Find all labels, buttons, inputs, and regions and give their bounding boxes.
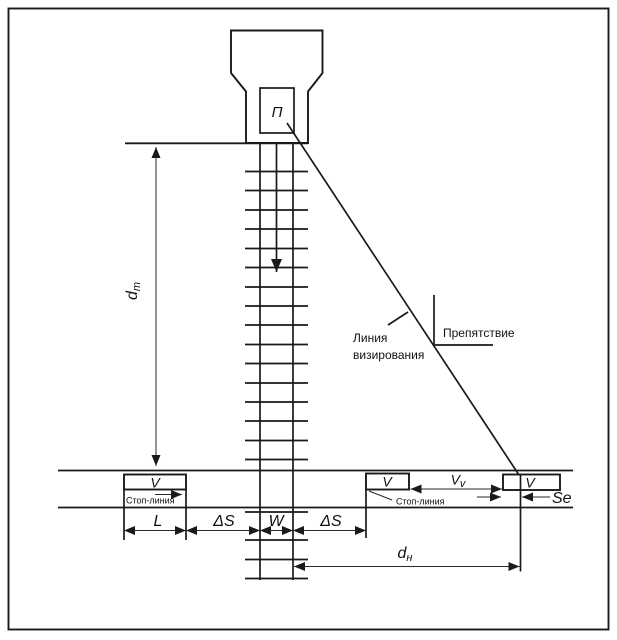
sight-line-label-line1: Линия xyxy=(353,331,388,345)
obstacle-label: Препятствие xyxy=(443,326,515,340)
train-icon xyxy=(231,31,323,144)
dimension-dn-label: dн xyxy=(397,545,413,564)
sight-line xyxy=(287,123,519,475)
stop-line-leader-near xyxy=(369,491,392,500)
dimension-dt-label: dт xyxy=(124,281,143,301)
dimension-vv-label: Vv xyxy=(450,471,466,490)
sight-line-leader xyxy=(388,312,408,325)
train-cab-label: П xyxy=(271,104,283,121)
vehicle-left-label: V xyxy=(150,474,160,491)
sight-line-label-line2: визирования xyxy=(353,348,425,362)
dimension-ds-right-label: ΔS xyxy=(320,513,342,530)
dimension-w-label: W xyxy=(268,513,284,530)
dimension-se-label: Se xyxy=(552,490,572,507)
stop-line-label-near: Стоп-линия xyxy=(396,496,445,507)
dimension-l-label: L xyxy=(153,513,163,530)
vehicle-near-label: V xyxy=(382,473,392,490)
vehicle-far-label: V xyxy=(525,474,535,491)
dimension-ds-left-label: ΔS xyxy=(213,513,235,530)
stop-line-label-left: Стоп-линия xyxy=(126,495,175,506)
